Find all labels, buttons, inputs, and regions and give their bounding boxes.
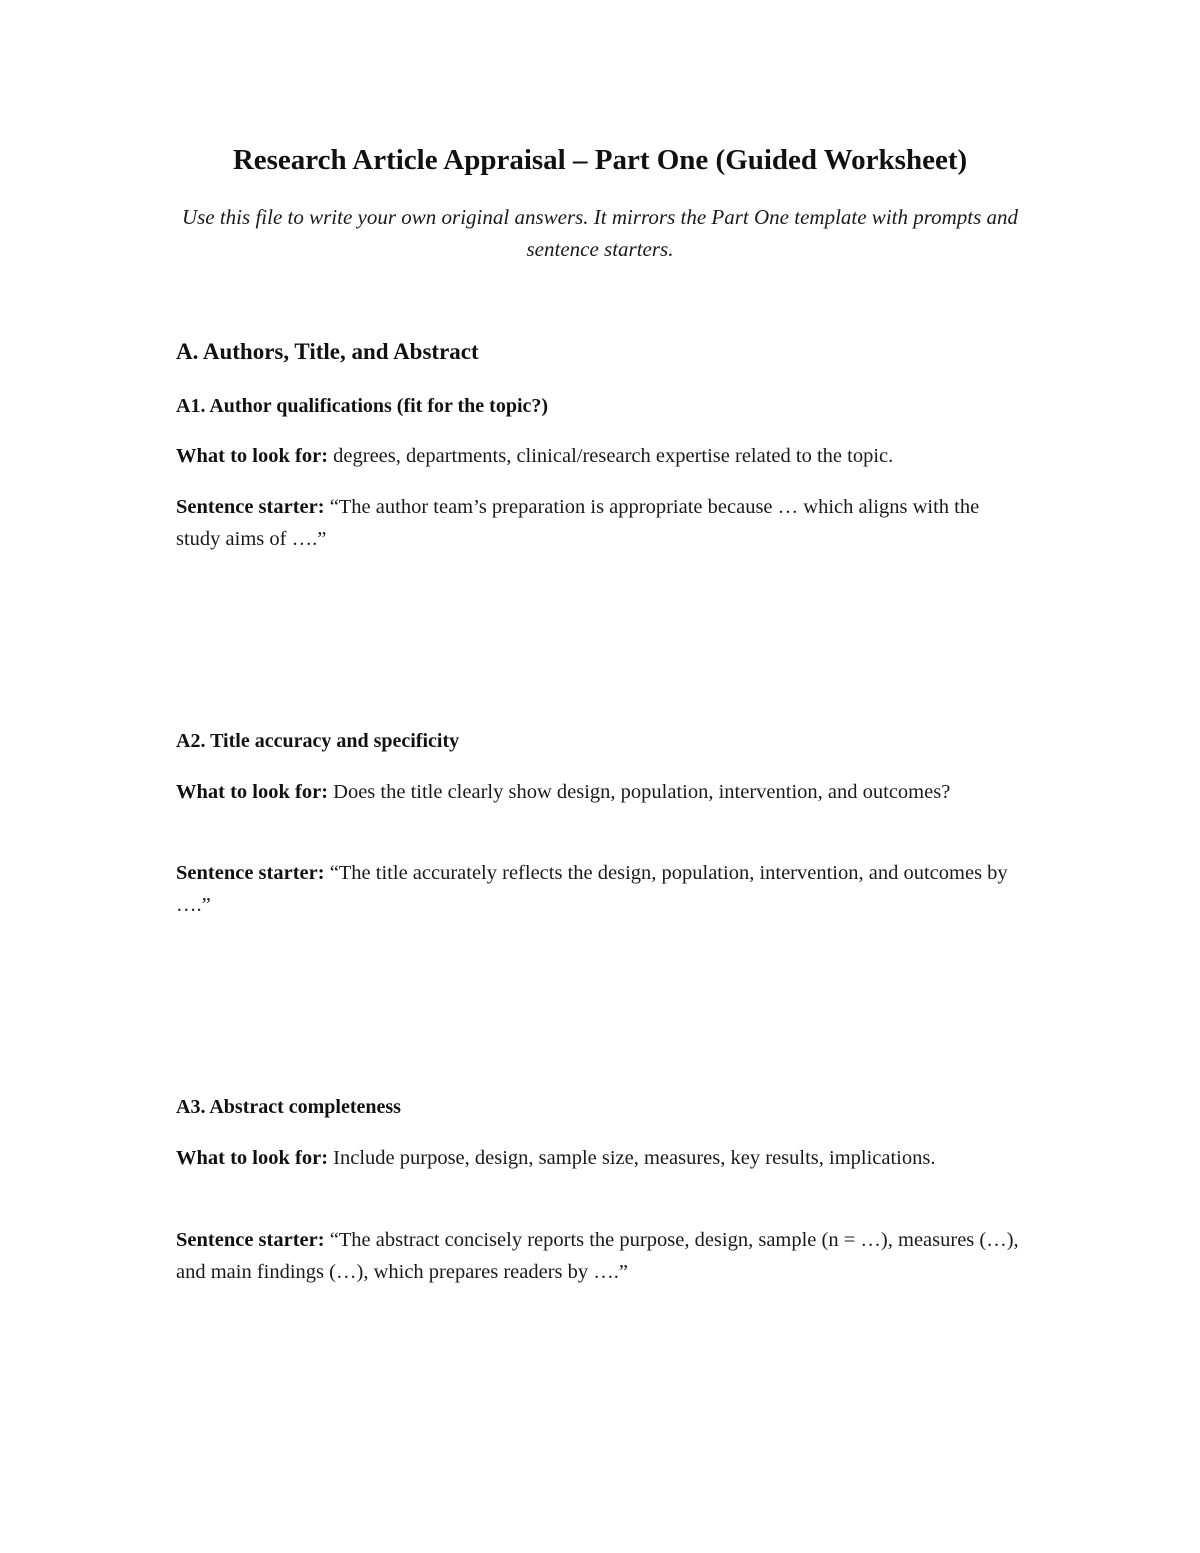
item-a2-heading: A2. Title accuracy and specificity [176,730,460,752]
sentence-starter-text: “The author team’s preparation is appropriate because … which aligns with the study aims of ….” [176,496,980,550]
document-subtitle: Use this file to write your own original answers. It mirrors the Part One template with prompts and sentence starters. [181,205,1019,261]
look-for-label: What to look for: [176,1147,329,1169]
look-for-text: Does the title clearly show design, population, intervention, and outcomes? [328,781,951,803]
item-a3-heading: A3. Abstract completeness [176,1096,401,1118]
sentence-starter-text: “The abstract concisely reports the purpose, design, sample (n = …), measures (…), and main findings (…), which prepares readers by ….” [176,1229,1019,1283]
sentence-starter-label: Sentence starter: [176,1229,325,1251]
item-a2-sentence-starter [176,857,1026,921]
sentence-starter-label: Sentence starter: [176,862,325,884]
item-a3-sentence-starter [176,1224,1026,1288]
look-for-text: Include purpose, design, sample size, measures, key results, implications. [328,1147,936,1169]
sentence-starter-text: “The title accurately reflects the design, population, intervention, and outcomes by ….” [176,862,1008,916]
look-for-text: degrees, departments, clinical/research expertise related to the topic. [328,445,894,467]
look-for-label: What to look for: [176,781,329,803]
item-a2-look-for [176,776,1026,808]
item-a1-heading: A1. Author qualifications (fit for the topic?) [176,395,549,417]
item-a3-look-for [176,1142,1026,1174]
look-for-label: What to look for: [176,445,329,467]
document-title: Research Article Appraisal – Part One (Guided Worksheet) [232,144,968,176]
sentence-starter-label: Sentence starter: [176,496,325,518]
section-a-heading: A. Authors, Title, and Abstract [176,339,479,364]
item-a1-sentence-starter [176,491,1026,555]
item-a1-look-for [176,440,1026,472]
